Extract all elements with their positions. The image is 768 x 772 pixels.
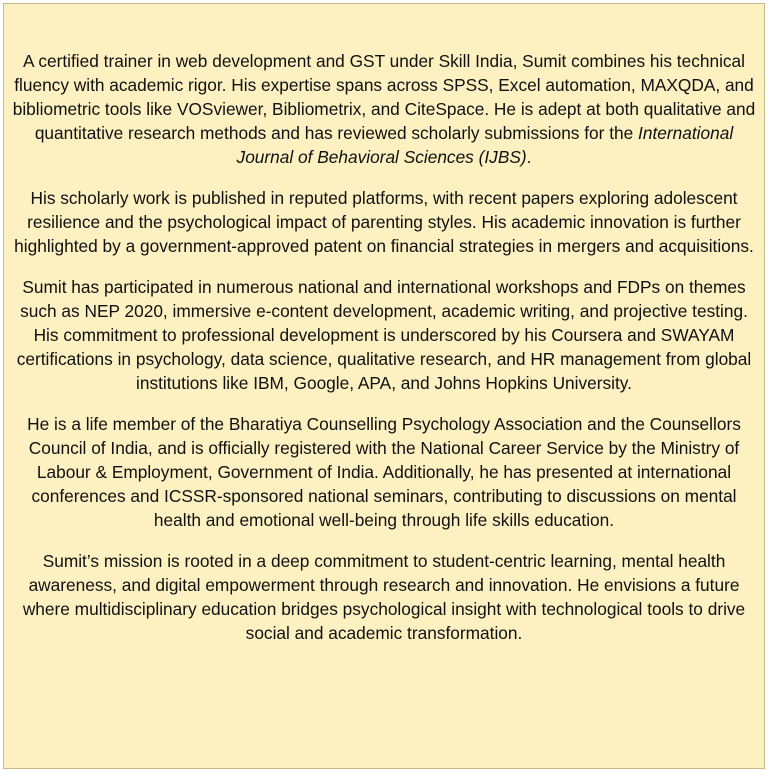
paragraph-1-text: A certified trainer in web development and GST under Skill India, Sumit combines his technical fluency with academic rigor. His expertise spans across SPSS, Excel automation, MAXQDA, and bibliometric tools like VOSviewer, Bibliometrix, and CiteSpace. He is adept at both qualitative and quantitative research methods and has reviewed scholarly submissions for the [12, 51, 756, 143]
paragraph-memberships: He is a life member of the Bharatiya Counselling Psychology Association and the Counsellors Council of India, and is officially registered with the National Career Service by the Ministry of Labour & Employment, Government of India. Additionally, he has presented at international conferences and ICSSR-sponsored national seminars, contributing to discussions on mental health and emotional well-being through life skills education. [27, 414, 741, 530]
paragraph-workshops-certifications: Sumit has participated in numerous national and international workshops and FDPs on themes such as NEP 2020, immersive e-content development, academic writing, and projective testing. His commitment to professional development is underscored by his Coursera and SWAYAM certifications in psychology, data science, qualitative research, and HR management from global institutions like IBM, Google, APA, and Johns Hopkins University. [16, 277, 752, 393]
bio-panel [3, 3, 765, 769]
paragraph-scholarly-work: His scholarly work is published in reputed platforms, with recent papers exploring adolescent resilience and the psychological impact of parenting styles. His academic innovation is further highlighted by a government-approved patent on financial strategies in mergers and acquisitions. [14, 188, 754, 256]
paragraph-mission: Sumit’s mission is rooted in a deep commitment to student-centric learning, mental health awareness, and digital empowerment through research and innovation. He envisions a future where multidisciplinary education bridges psychological insight with technological tools to drive social and academic transformation. [22, 551, 746, 643]
paragraph-1-end: . [526, 147, 532, 167]
journal-name: International Journal of Behavioral Sciences (IJBS) [236, 123, 734, 167]
paragraph-training-expertise [8, 49, 760, 169]
